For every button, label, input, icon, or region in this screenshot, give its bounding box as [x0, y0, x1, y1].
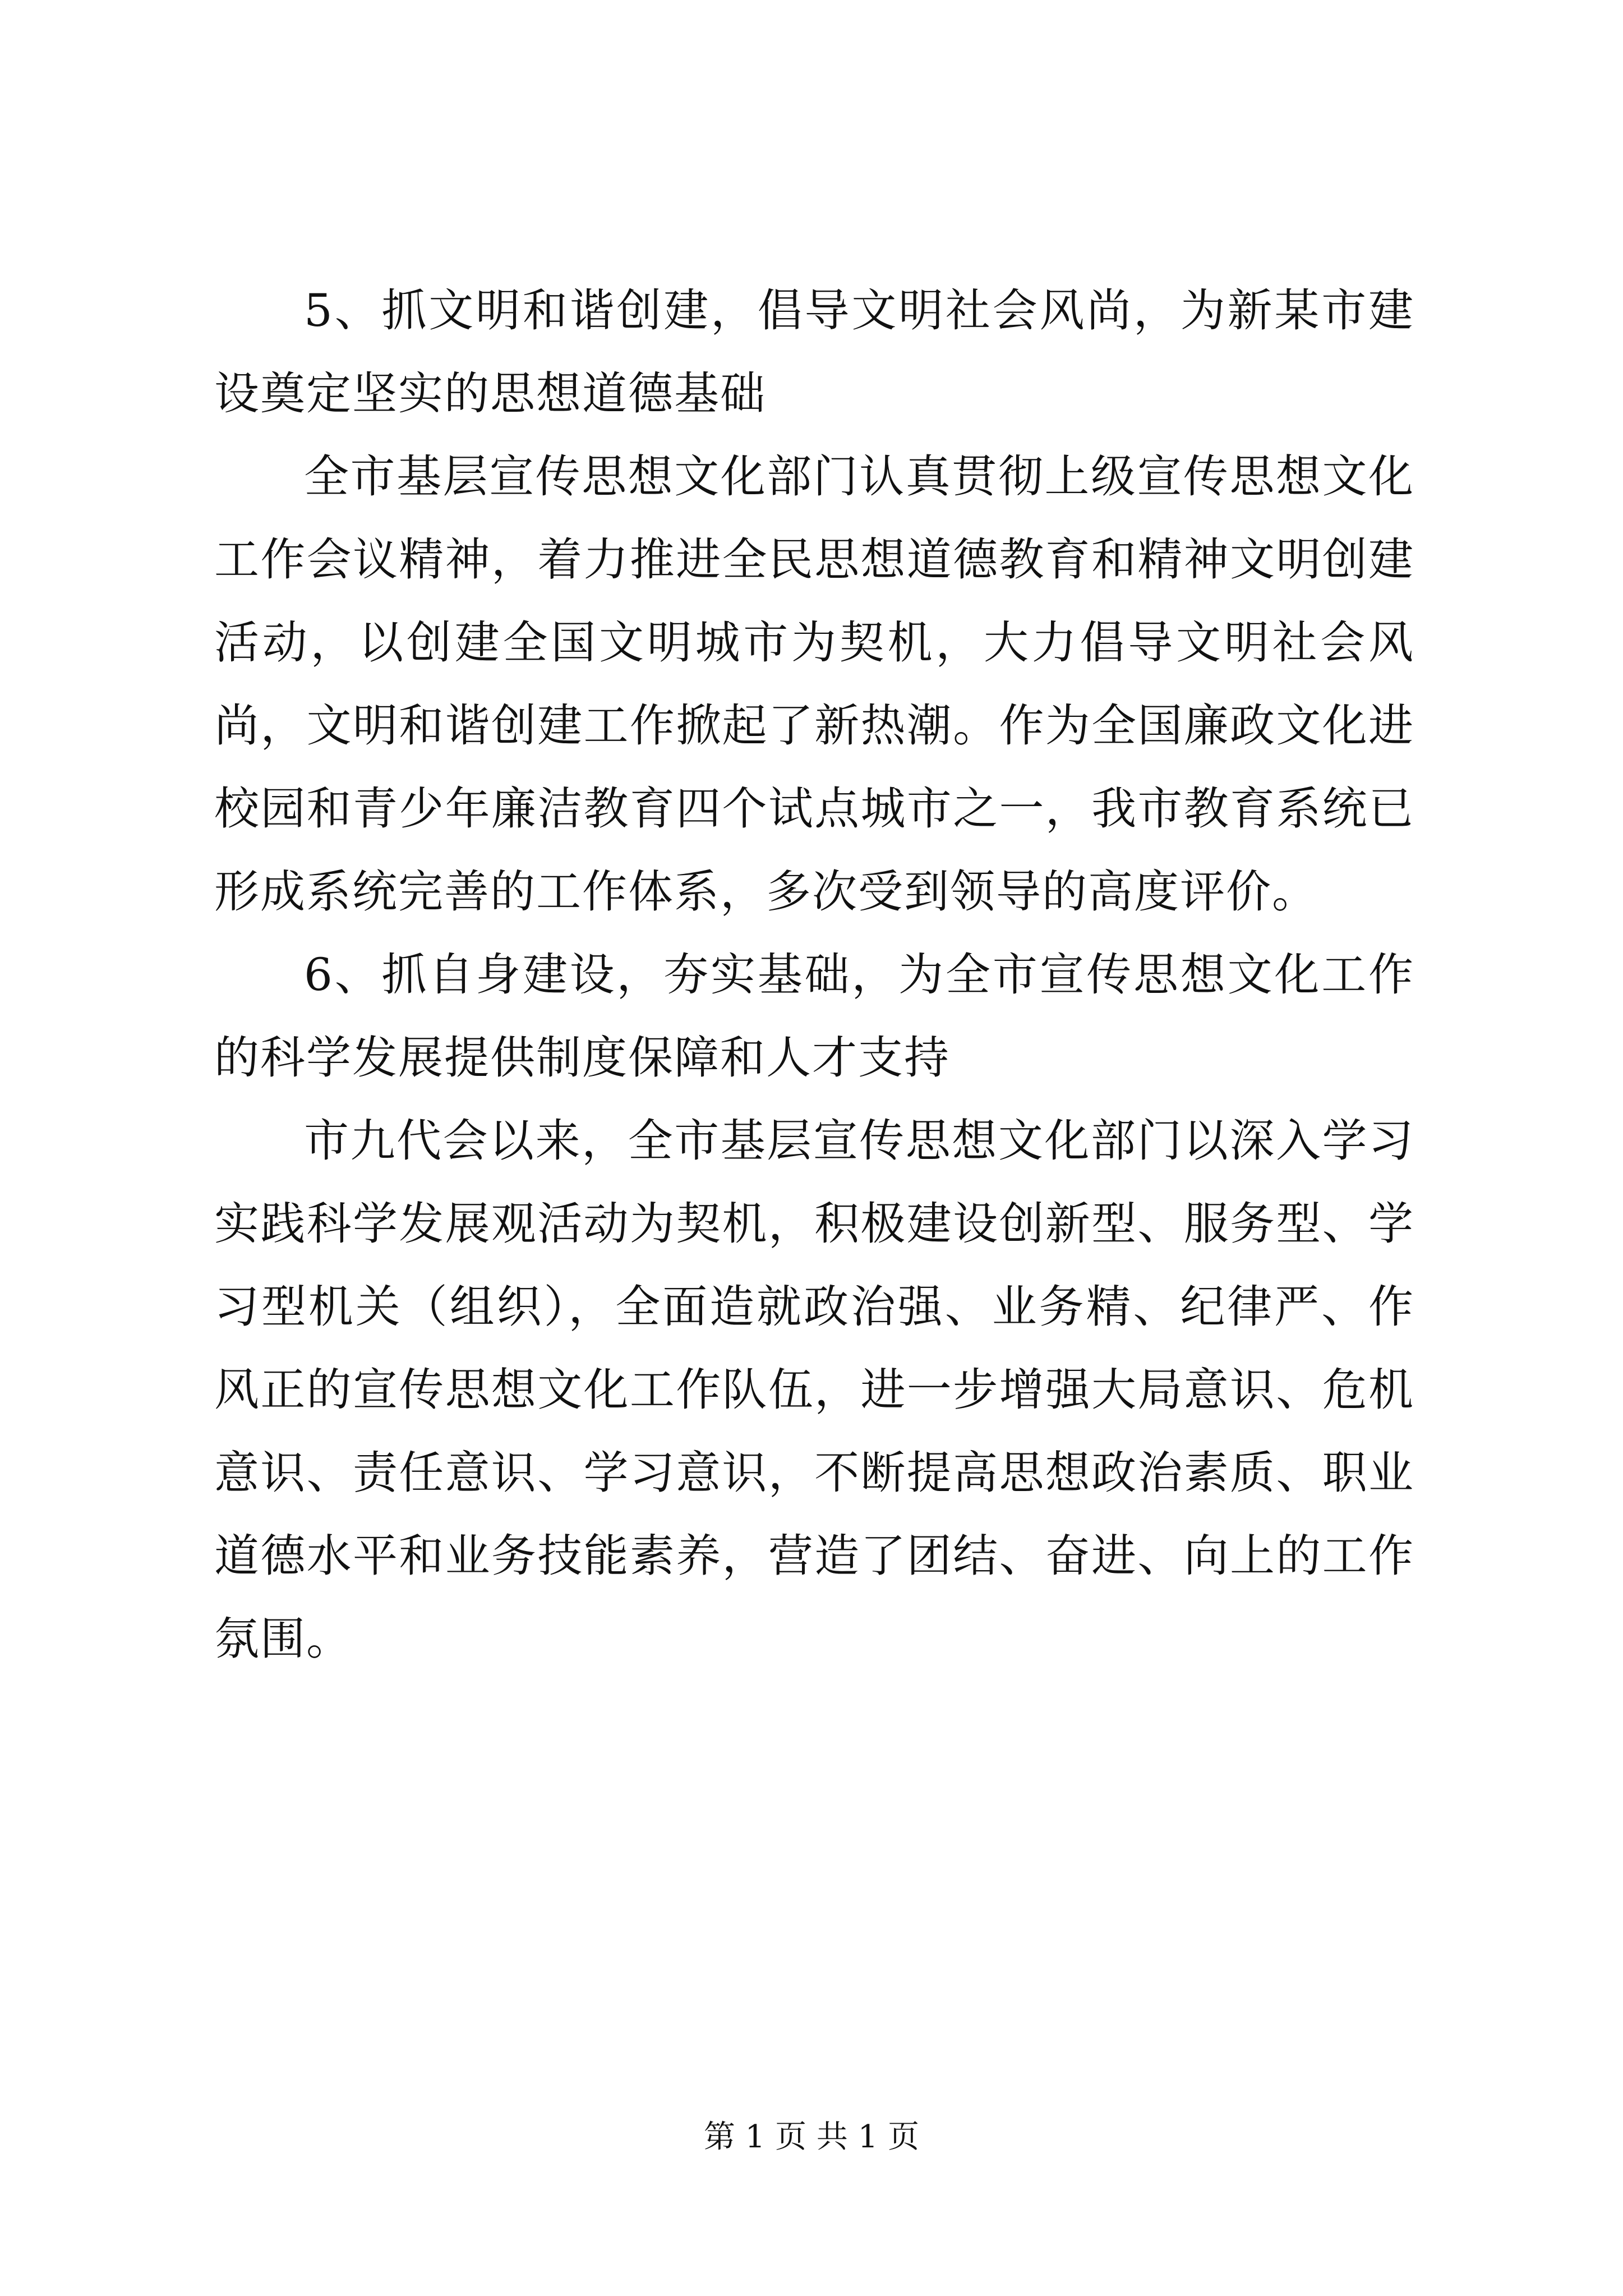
- section-heading-6: 6、抓自身建设，夯实基础，为全市宣传思想文化工作的科学发展提供制度保障和人才支持: [214, 949, 1414, 1084]
- section-body-6: 市九代会以来，全市基层宣传思想文化部门以深入学习实践科学发展观活动为契机，积极建设创新型、服务型、学习型机关（组织），全面造就政治强、业务精、纪律严、作风正的宣传思想文化工作队伍，进一步增强大局意识、危机意识、责任意识、学习意识，不断提高思想政治素质、职业道德水平和业务技能素养，营造了团结、奋进、向上的工作氛围。: [214, 1115, 1414, 1665]
- document-body: [214, 269, 1414, 1681]
- section-body-5: 全市基层宣传思想文化部门认真贯彻上级宣传思想文化工作会议精神，着力推进全民思想道德教育和精神文明创建活动，以创建全国文明城市为契机，大力倡导文明社会风尚，文明和谐创建工作掀起了新热潮。作为全国廉政文化进校园和青少年廉洁教育四个试点城市之一，我市教育系统已形成系统完善的工作体系，多次受到领导的高度评价。: [214, 450, 1414, 918]
- page-footer: 第 1 页 共 1 页: [703, 2119, 920, 2155]
- section-heading-5: 5、抓文明和谐创建，倡导文明社会风尚，为新某市建设奠定坚实的思想道德基础: [214, 284, 1414, 420]
